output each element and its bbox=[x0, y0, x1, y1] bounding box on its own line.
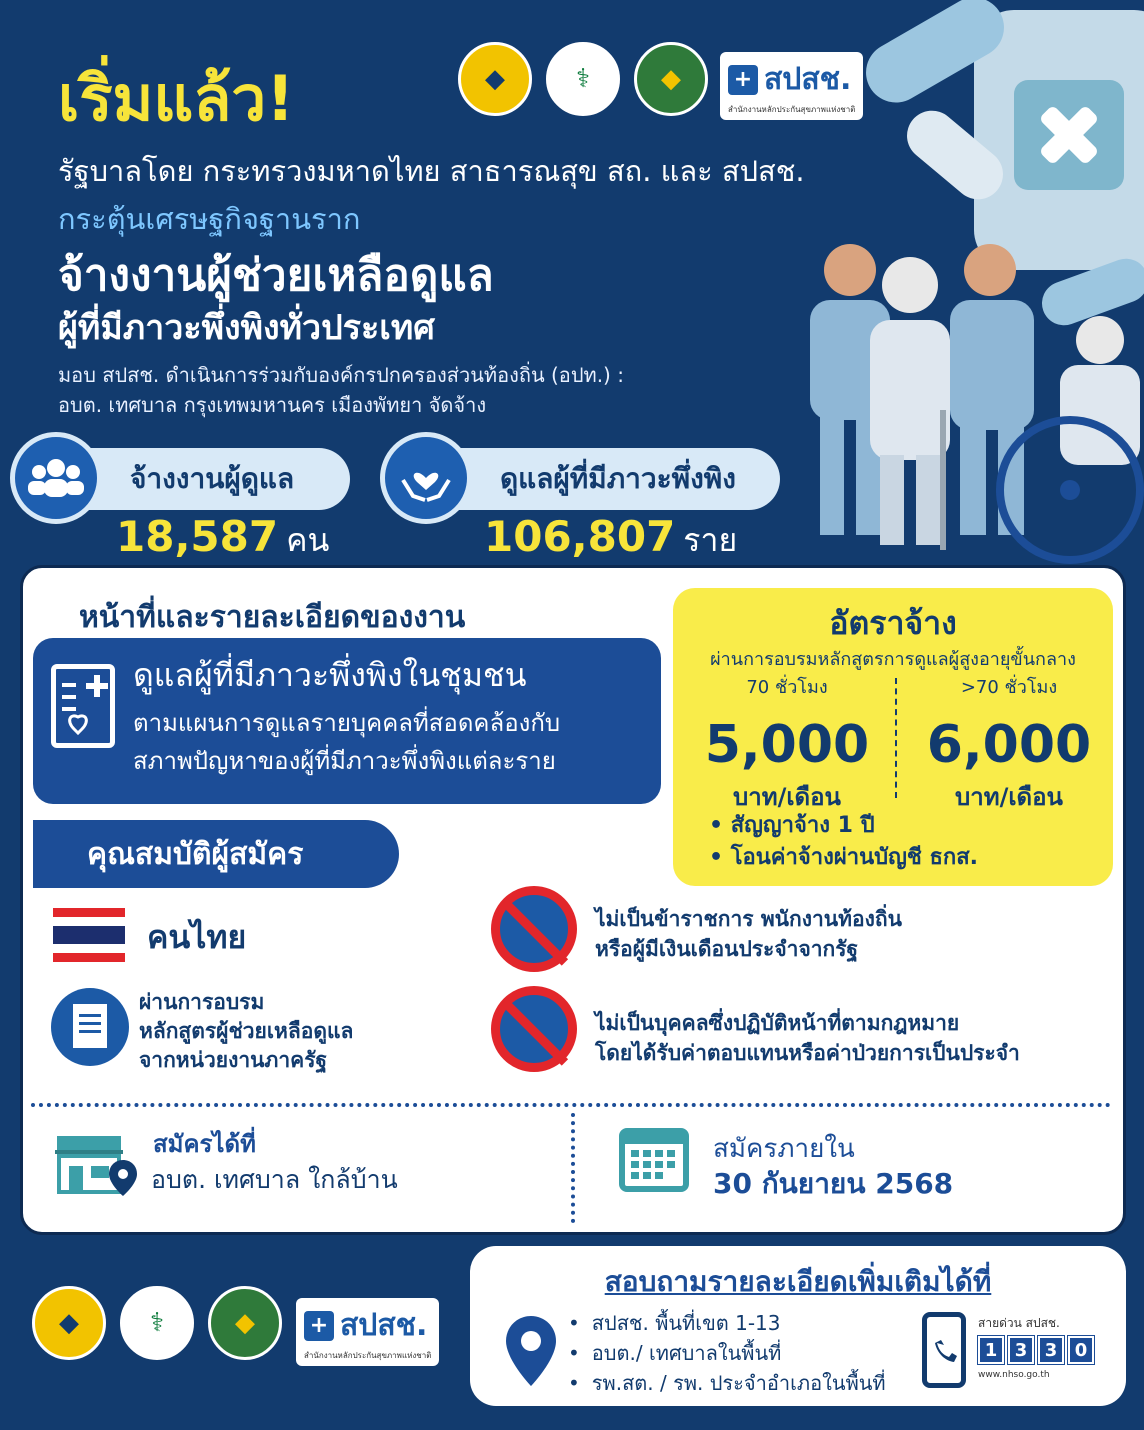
training-line-3: จากหน่วยงานภาครัฐ bbox=[139, 1048, 328, 1072]
people-icon bbox=[28, 458, 84, 498]
not-official-line-1: ไม่เป็นข้าราชการ พนักงานท้องถิ่น bbox=[595, 907, 902, 931]
calendar-svg bbox=[625, 1134, 683, 1186]
duty-box bbox=[33, 638, 661, 804]
main-title: จ้างงานผู้ช่วยเหลือดูแล bbox=[58, 250, 494, 301]
care-stat-label: ดูแลผู้ที่มีภาวะพึ่งพิง bbox=[500, 462, 736, 495]
assignment-line-1: มอบ สปสช. ดำเนินการร่วมกับองค์กรปกครองส่วนท้องถิ่น (อปท.) : bbox=[58, 363, 624, 387]
duty-section-title: หน้าที่และรายละเอียดของงาน bbox=[79, 600, 466, 635]
qualification-training bbox=[139, 988, 353, 1075]
contact-item: • สปสช. พื้นที่เขต 1-13 bbox=[568, 1308, 886, 1338]
duty-description bbox=[133, 704, 643, 780]
rate-box bbox=[673, 588, 1113, 886]
rate-bullets bbox=[709, 810, 978, 874]
stimulus-text: กระตุ้นเศรษฐกิจฐานราก bbox=[58, 202, 361, 236]
column-divider bbox=[571, 1113, 575, 1223]
rate-tier-hours: 70 ชั่วโมง bbox=[746, 677, 828, 698]
training-line-1: ผ่านการอบรม bbox=[139, 990, 265, 1014]
hire-stat-label: จ้างงานผู้ดูแล bbox=[130, 462, 295, 495]
details-card bbox=[20, 565, 1126, 1235]
rate-bullet-text: สัญญาจ้าง 1 ปี bbox=[730, 813, 875, 838]
hotline-digit: 3 bbox=[1038, 1336, 1064, 1364]
qualification-thai: คนไทย bbox=[147, 918, 247, 956]
hire-stat-number: 18,587 bbox=[116, 512, 279, 561]
hotline-digit: 1 bbox=[978, 1336, 1004, 1364]
contact-title: สอบถามรายละเอียดเพิ่มเติมได้ที่ bbox=[604, 1265, 992, 1298]
rate-bullet: • โอนค่าจ้างผ่านบัญชี ธกส. bbox=[709, 845, 978, 870]
ministry-health-logo: ⚕ bbox=[546, 42, 620, 116]
clipboard-icon bbox=[51, 664, 115, 748]
rate-tier-hours: >70 ชั่วโมง bbox=[960, 677, 1058, 698]
rate-tier-amount: 5,000 bbox=[704, 715, 870, 775]
clipboard-svg bbox=[56, 669, 110, 743]
rate-subtitle: ผ่านการอบรมหลักสูตรการดูแลผู้สูงอายุขั้นกลาง bbox=[710, 649, 1076, 670]
document-icon bbox=[51, 988, 129, 1066]
nhso-full-name: สำนักงานหลักประกันสุขภาพแห่งชาติ bbox=[304, 1351, 432, 1360]
website-url[interactable]: www.nhso.go.th bbox=[978, 1370, 1050, 1380]
people-icon-circle bbox=[10, 432, 102, 524]
prohibited-person-icon bbox=[491, 886, 577, 972]
apply-place: อบต. เทศบาล ใกล้บ้าน bbox=[151, 1165, 398, 1194]
hotline-number[interactable] bbox=[978, 1336, 1094, 1364]
hire-stat-value bbox=[116, 512, 329, 566]
rate-tier-over-70 bbox=[909, 672, 1109, 816]
prohibited-money-icon bbox=[491, 986, 577, 1072]
sub-title: ผู้ที่มีภาวะพึ่งพิงทั่วประเทศ bbox=[58, 308, 435, 348]
nhso-plus-icon: + bbox=[304, 1311, 334, 1341]
contact-item: • รพ.สต. / รพ. ประจำอำเภอในพื้นที่ bbox=[568, 1368, 886, 1398]
ministry-interior-logo: ◆ bbox=[32, 1286, 106, 1360]
nhso-plus-icon: + bbox=[728, 65, 758, 95]
training-line-2: หลักสูตรผู้ช่วยเหลือดูแล bbox=[139, 1019, 354, 1043]
assignment-line-2: อบต. เทศบาล กรุงเทพมหานคร เมืองพัทยา จัดจ้าง bbox=[58, 393, 487, 417]
nhso-full-name: สำนักงานหลักประกันสุขภาพแห่งชาติ bbox=[728, 105, 856, 114]
headline: เริ่มแล้ว! bbox=[58, 62, 295, 135]
not-duty-line-2: โดยได้รับค่าตอบแทนหรือค่าป่วยการเป็นประจำ bbox=[595, 1041, 1020, 1065]
section-divider bbox=[31, 1103, 1111, 1107]
deadline-label: สมัครภายใน bbox=[713, 1134, 855, 1164]
hotline-digit: 3 bbox=[1008, 1336, 1034, 1364]
phone-svg bbox=[927, 1317, 961, 1383]
nhso-logo bbox=[296, 1298, 439, 1366]
rate-bullet: • สัญญาจ้าง 1 ปี bbox=[709, 813, 875, 838]
hotline-label: สายด่วน สปสช. bbox=[978, 1316, 1060, 1330]
care-stat-number: 106,807 bbox=[484, 512, 676, 561]
rate-tier-amount: 6,000 bbox=[926, 715, 1092, 775]
document-svg bbox=[51, 988, 129, 1066]
location-pin-icon bbox=[109, 1160, 137, 1196]
caregivers-svg bbox=[770, 240, 1144, 570]
rate-tier-per: บาท/เดือน bbox=[733, 783, 841, 811]
rate-tier-per: บาท/เดือน bbox=[955, 783, 1063, 811]
agencies-text: รัฐบาลโดย กระทรวงมหาดไทย สาธารณสุข สถ. และ สปสช. bbox=[58, 154, 805, 188]
calendar-icon bbox=[619, 1128, 689, 1192]
local-admin-logo: ◆ bbox=[634, 42, 708, 116]
apply-title: สมัครได้ที่ bbox=[153, 1130, 256, 1158]
assignment-text bbox=[58, 360, 778, 420]
hotline-digit: 0 bbox=[1068, 1336, 1094, 1364]
duty-headline: ดูแลผู้ที่มีภาวะพึ่งพิงในชุมชน bbox=[133, 656, 527, 694]
rate-bullet-text: โอนค่าจ้างผ่านบัญชี ธกส. bbox=[730, 845, 978, 870]
rate-tier-70 bbox=[687, 672, 887, 816]
rate-divider bbox=[895, 678, 897, 798]
rate-title: อัตราจ้าง bbox=[829, 604, 957, 642]
qualifications-section-title: คุณสมบัติผู้สมัคร bbox=[33, 820, 399, 888]
nhso-name: สปสช. bbox=[340, 1308, 428, 1343]
phone-icon bbox=[922, 1312, 966, 1388]
care-hands-icon-circle bbox=[380, 432, 472, 524]
ministry-interior-logo: ◆ bbox=[458, 42, 532, 116]
duty-line-1: ตามแผนการดูแลรายบุคคลที่สอดคล้องกับ bbox=[133, 709, 561, 737]
medical-cross-icon bbox=[1014, 80, 1124, 190]
qualification-not-official bbox=[595, 904, 902, 964]
nhso-logo bbox=[720, 52, 863, 120]
hire-stat-unit: คน bbox=[286, 521, 330, 559]
contact-box bbox=[470, 1246, 1126, 1406]
location-pin-icon bbox=[506, 1316, 556, 1386]
care-stat-value bbox=[484, 512, 737, 566]
not-official-line-2: หรือผู้มีเงินเดือนประจำจากรัฐ bbox=[595, 937, 859, 961]
deadline-date: 30 กันยายน 2568 bbox=[713, 1167, 954, 1200]
qualification-not-duty bbox=[595, 1008, 1020, 1068]
local-admin-logo: ◆ bbox=[208, 1286, 282, 1360]
caregivers-illustration bbox=[770, 240, 1144, 570]
contact-list bbox=[568, 1308, 886, 1398]
heart-hands-icon bbox=[399, 454, 453, 502]
thai-flag-icon bbox=[53, 908, 125, 962]
contact-item: • อบต./ เทศบาลในพื้นที่ bbox=[568, 1338, 886, 1368]
nhso-name: สปสช. bbox=[764, 62, 852, 97]
care-stat-unit: ราย bbox=[683, 521, 738, 559]
duty-line-2: สภาพปัญหาของผู้ที่มีภาวะพึ่งพิงแต่ละราย bbox=[133, 747, 556, 775]
not-duty-line-1: ไม่เป็นบุคคลซึ่งปฏิบัติหน้าที่ตามกฎหมาย bbox=[595, 1011, 960, 1035]
ministry-health-logo: ⚕ bbox=[120, 1286, 194, 1360]
